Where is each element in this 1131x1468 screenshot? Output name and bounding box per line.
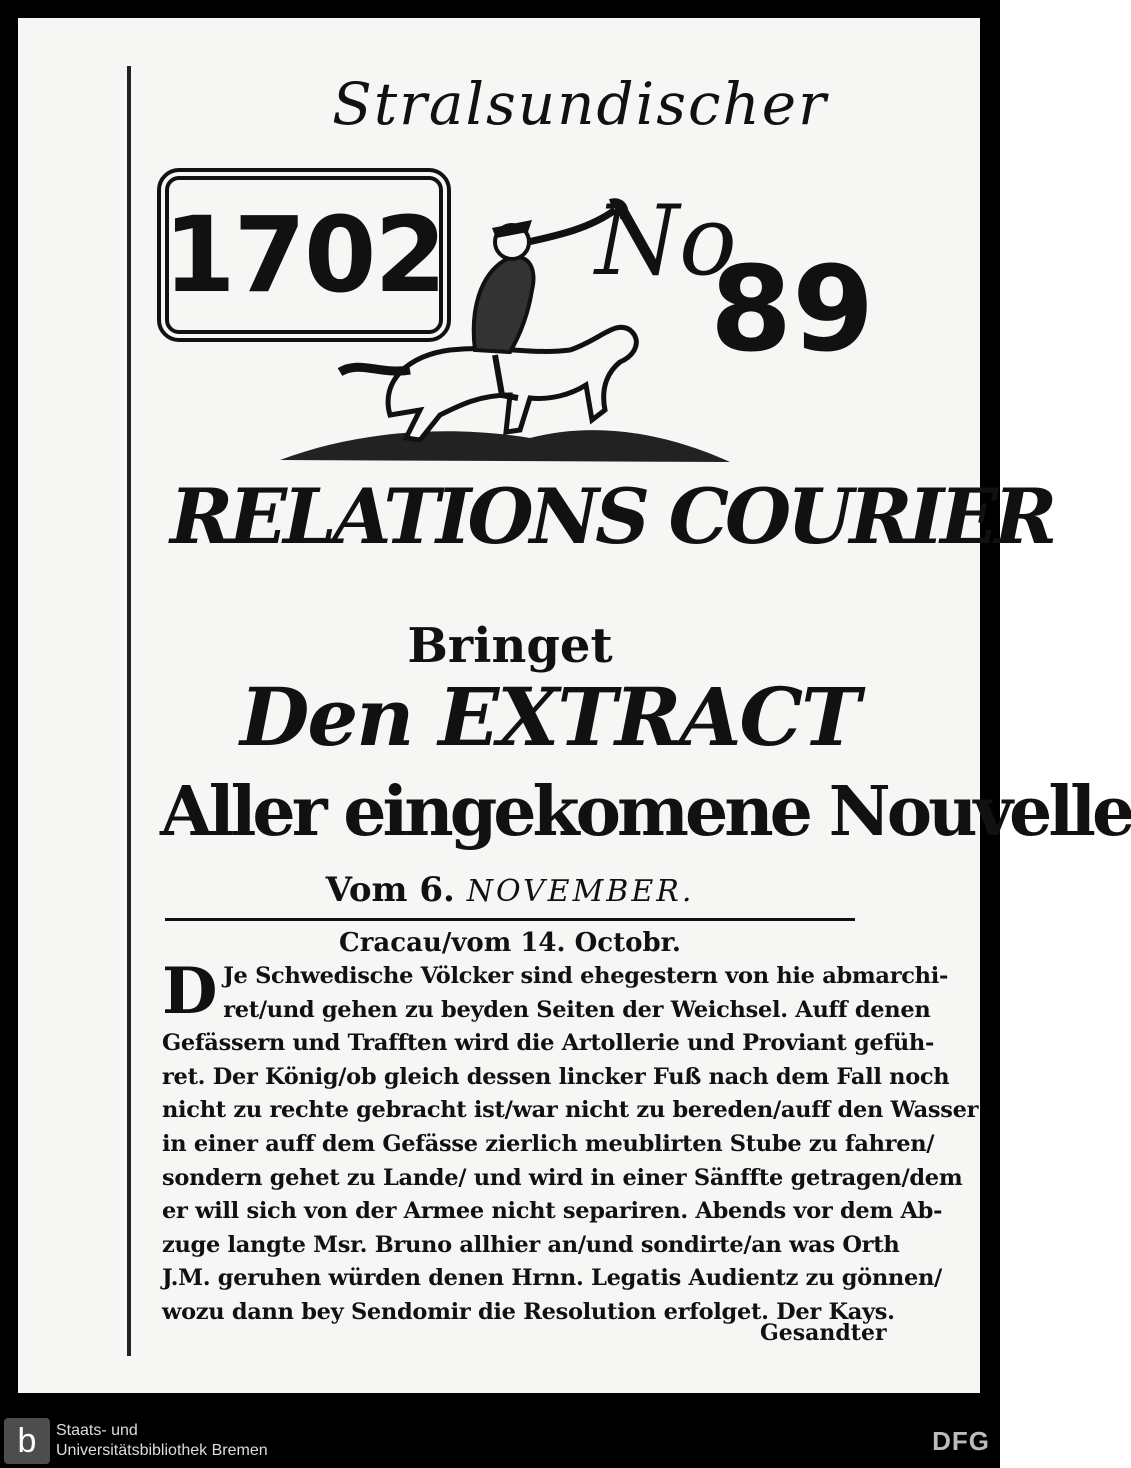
- subtitle-bringet: Bringet: [407, 618, 613, 674]
- institution-name-line2: Universitätsbibliothek Bremen: [56, 1442, 268, 1459]
- article-line: er will sich von der Armee nicht separiren. Abends vor dem Ab-: [162, 1198, 943, 1225]
- article-line: wozu dann bey Sendomir die Resolution erfolget. Der Kays.: [162, 1298, 895, 1325]
- article-line: Gefässern und Trafften wird die Artollerie und Proviant gefüh-: [162, 1030, 935, 1057]
- article-line: nicht zu rechte gebracht ist/war nicht zu bereden/auff den Wasser: [162, 1097, 979, 1124]
- article-line: in einer auff dem Gefässe zierlich meublirten Stube zu fahren/: [162, 1130, 935, 1157]
- issue-number: 89: [710, 240, 875, 378]
- header-divider: [165, 918, 855, 921]
- article-line: zuge langte Msr. Bruno allhier an/und sondirte/an was Orth: [162, 1231, 900, 1258]
- article-body: [162, 954, 979, 1330]
- article-line: J.M. geruhen würden denen Hrnn. Legatis Audientz zu gönnen/: [162, 1265, 942, 1292]
- issue-date: [140, 870, 880, 910]
- library-logo-icon[interactable]: b: [4, 1418, 50, 1464]
- issue-number-label: No: [595, 185, 737, 297]
- article-line: ret. Der König/ob gleich dessen lincker Fuß nach dem Fall noch: [162, 1063, 950, 1090]
- institution-name-line1: Staats- und: [56, 1422, 138, 1439]
- article-dateline: Cracau/vom 14. Octobr.: [339, 928, 681, 958]
- subtitle-aller: Aller eingekomene Nouvelle: [160, 772, 1131, 852]
- drop-cap: D: [162, 954, 218, 1029]
- article-line: ret/und gehen zu beyden Seiten der Weichsel. Auff denen: [223, 996, 931, 1023]
- article-line: Je Schwedische Völcker sind ehegestern von hie abmarchi-: [223, 963, 949, 989]
- catch-word: Gesandter: [760, 1320, 887, 1346]
- subtitle-den-extract: Den EXTRACT: [240, 670, 859, 764]
- issue-date-month: NOVEMBER.: [466, 874, 695, 909]
- newspaper-title: RELATIONS COURIER: [170, 472, 1054, 561]
- masthead-town: Stralsundischer: [332, 70, 828, 138]
- masthead-year: 1702: [163, 194, 445, 316]
- page-edge-rule: [127, 66, 131, 1356]
- dfg-logo[interactable]: DFG: [932, 1426, 990, 1456]
- issue-date-prefix: Vom 6.: [325, 870, 455, 910]
- article-line: sondern gehet zu Lande/ und wird in einer Sänffte getragen/dem: [162, 1164, 963, 1191]
- page-content: [140, 70, 1131, 1370]
